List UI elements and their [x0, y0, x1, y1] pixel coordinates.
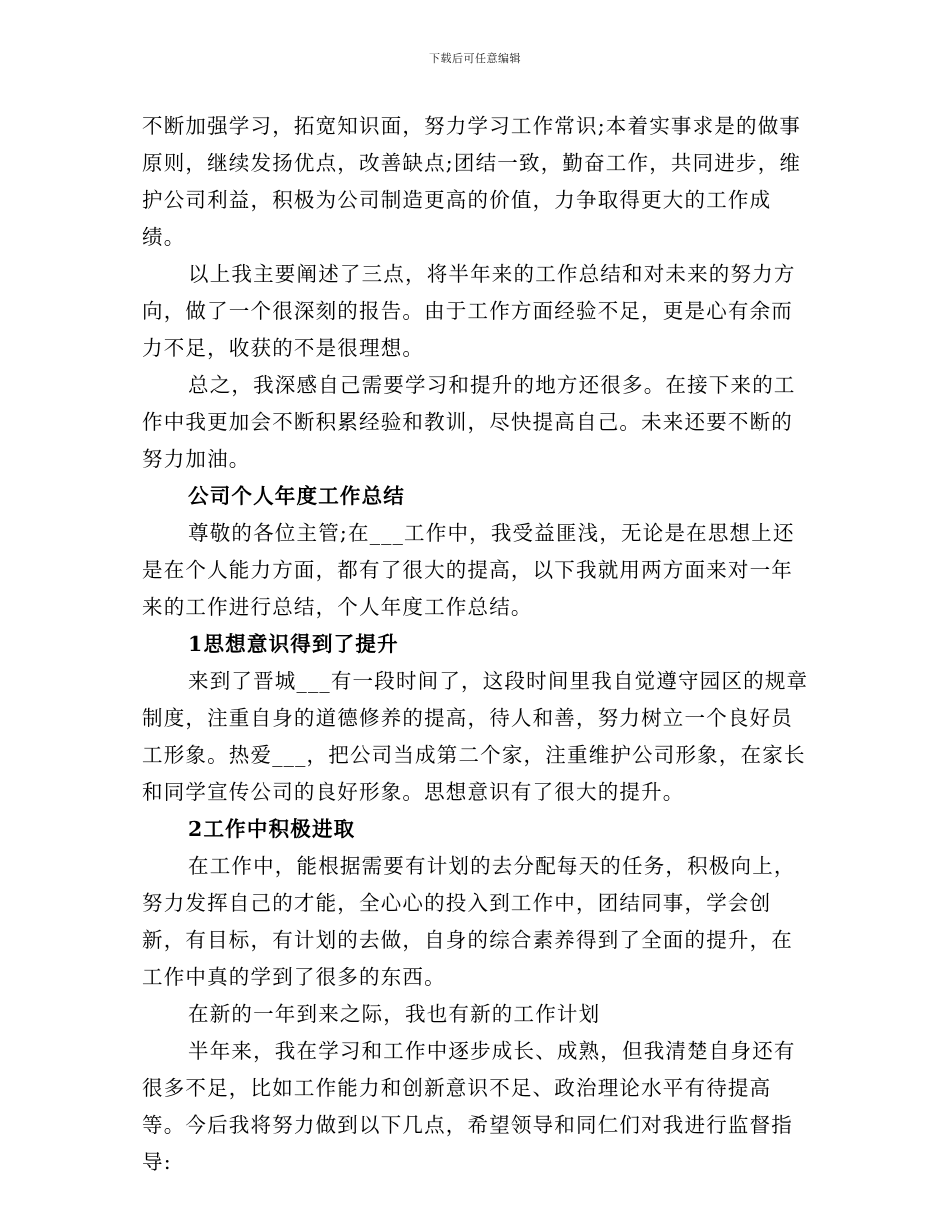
paragraph: 总之，我深感自己需要学习和提升的地方还很多。在接下来的工作中我更加会不断积累经验和教训，尽快提高自己。未来还要不断的努力加油。	[142, 373, 796, 471]
paragraph: 尊敬的各位主管;在___工作中，我受益匪浅，无论是在思想上还是在个人能力方面，都有了很大的提高，以下我就用两方面来对一年来的工作进行总结，个人年度工作总结。	[142, 521, 795, 619]
paragraph: 以上我主要阐述了三点，将半年来的工作总结和对未来的努力方向，做了一个很深刻的报告。由于工作方面经验不足，更是心有余而力不足，收获的不是很理想。	[142, 262, 796, 360]
subsection-title: 1思想意识得到了提升	[188, 632, 399, 656]
paragraph: 半年来，我在学习和工作中逐步成长、成熟，但我清楚自身还有很多不足，比如工作能力和创新意识不足、政治理论水平有待提高等。今后我将努力做到以下几点，希望领导和同仁们对我进行监督指导:	[142, 1039, 796, 1174]
paragraph: 在新的一年到来之际，我也有新的工作计划	[188, 1002, 601, 1026]
paragraph: 来到了晋城___有一段时间了，这段时间里我自觉遵守园区的规章制度，注重自身的道德修养的提高，待人和善，努力树立一个良好员工形象。热爱___，把公司当成第二个家，注重维护公司形象，在家长和同学宣传公司的良好形象。思想意识有了很大的提升。	[142, 669, 809, 804]
subsection-title: 2工作中积极进取	[188, 817, 356, 841]
document-body	[142, 108, 812, 1181]
section-title: 公司个人年度工作总结	[188, 484, 405, 508]
page-header-note: 下载后可任意编辑	[429, 52, 521, 65]
paragraph: 不断加强学习，拓宽知识面，努力学习工作常识;本着实事求是的做事原则，继续发扬优点，改善缺点;团结一致，勤奋工作，共同进步，维护公司利益，积极为公司制造更高的价值，力争取得更大的工作成绩。	[142, 114, 802, 249]
paragraph: 在工作中，能根据需要有计划的去分配每天的任务，积极向上，努力发挥自己的才能，全心心的投入到工作中，团结同事，学会创新，有目标，有计划的去做，自身的综合素养得到了全面的提升，在工作中真的学到了很多的东西。	[142, 854, 796, 989]
